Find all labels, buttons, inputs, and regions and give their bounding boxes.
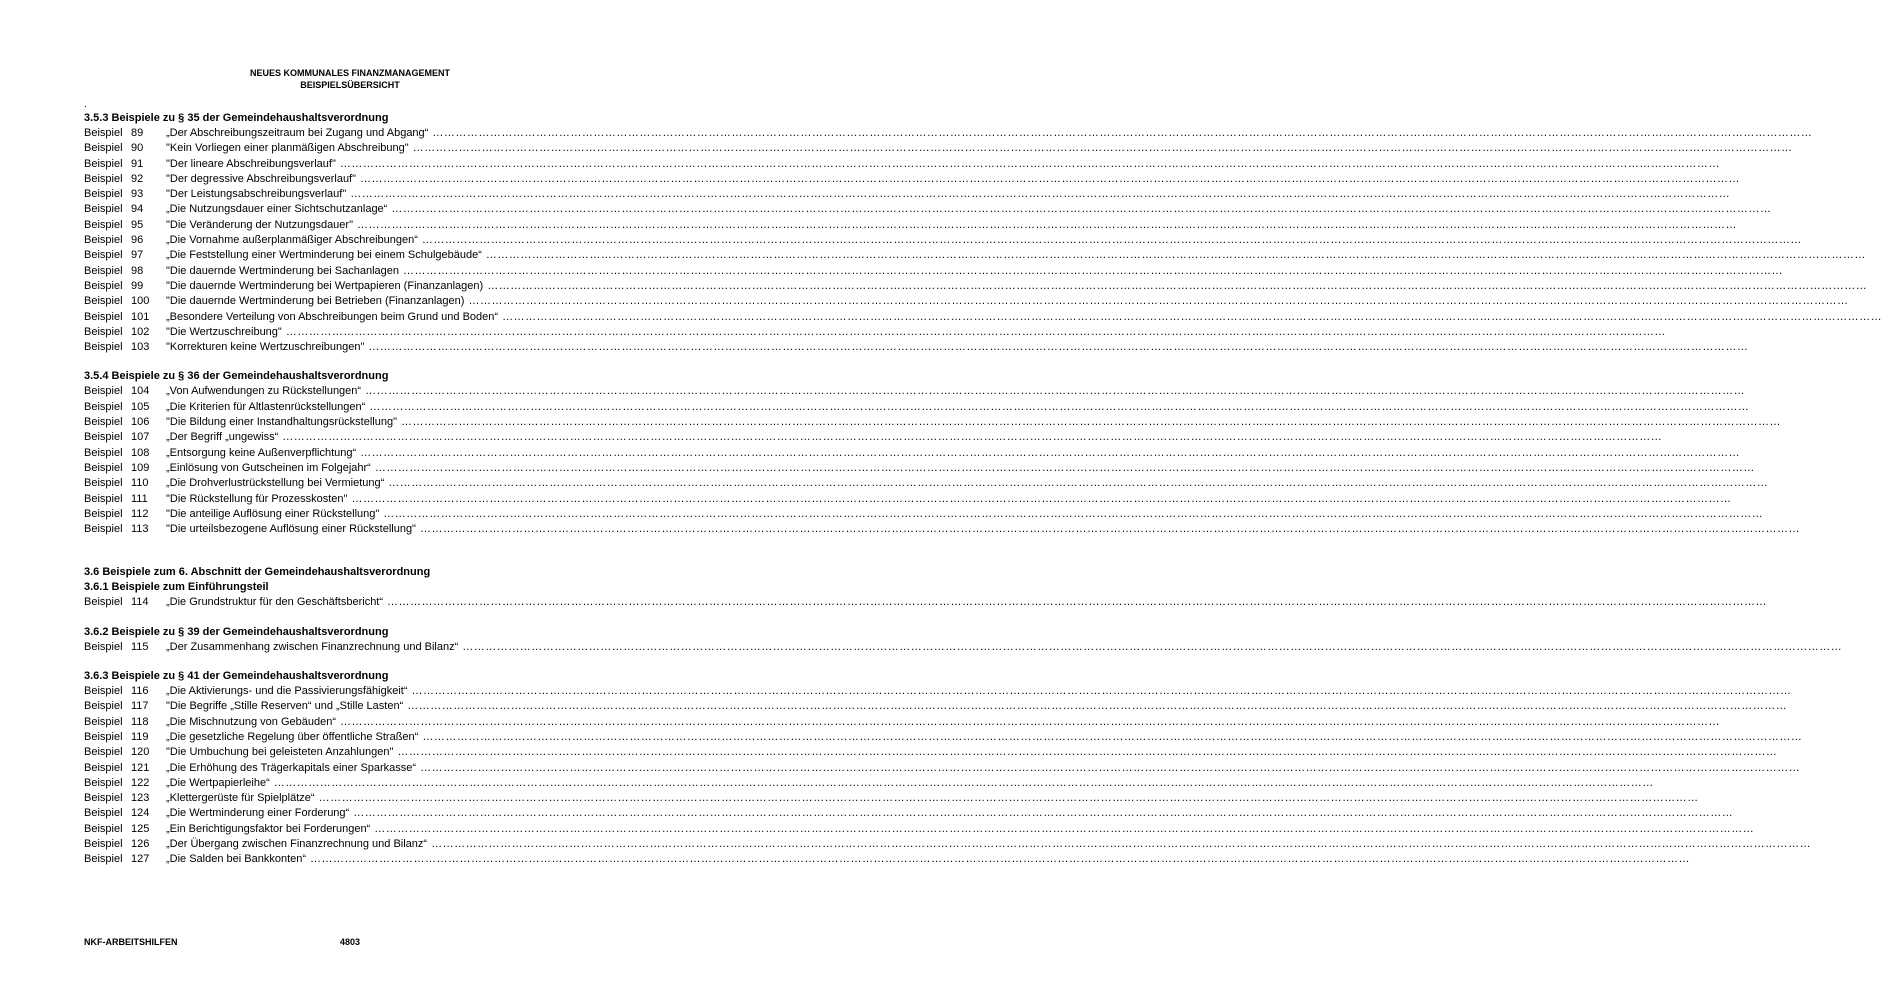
leader-dots: ………………………………………………………………………………………………………………………………………………………………………………………………………………………………………………………………………………………………………………………………: [388, 477, 1769, 490]
example-number: 127: [131, 853, 150, 866]
leader-dots: ………………………………………………………………………………………………………………………………………………………………………………………………………………………………………………………………………………………………………………………………: [273, 776, 1654, 789]
example-label: Beispiel: [84, 188, 123, 201]
leader-dots: ………………………………………………………………………………………………………………………………………………………………………………………………………………………………………………………………………………………………………………………………: [351, 492, 1732, 505]
leader-dots: ………………………………………………………………………………………………………………………………………………………………………………………………………………………………………………………………………………………………………………………………: [487, 279, 1868, 292]
section: [84, 111, 1882, 355]
leader-dots: ………………………………………………………………………………………………………………………………………………………………………………………………………………………………………………………………………………………………………………………………: [468, 295, 1849, 308]
example-number: 104: [131, 385, 150, 398]
example-number: 121: [131, 761, 150, 774]
example-number: 92: [131, 172, 144, 185]
example-title: „Die Wertminderung einer Forderung“: [166, 807, 350, 820]
example-title: „Klettergerüste für Spielplätze“: [166, 792, 315, 805]
leader-dots: ………………………………………………………………………………………………………………………………………………………………………………………………………………………………………………………………………………………………………………………………: [485, 249, 1866, 262]
section-heading: 3.6.1 Beispiele zum Einführungsteil: [84, 581, 269, 594]
example-title: „Die Vornahme außerplanmäßiger Abschreibungen“: [166, 234, 418, 247]
example-label: Beispiel: [84, 837, 123, 850]
example-row: [84, 476, 1769, 491]
example-number: 99: [131, 279, 144, 292]
leader-dots: ………………………………………………………………………………………………………………………………………………………………………………………………………………………………………………………………………………………………………………………………: [318, 792, 1699, 805]
example-row: [84, 218, 1737, 233]
example-row: [84, 325, 1666, 340]
leader-dots: ………………………………………………………………………………………………………………………………………………………………………………………………………………………………………………………………………………………………………………………………: [383, 507, 1764, 520]
example-label: Beispiel: [84, 640, 123, 653]
section-heading: 3.5.4 Beispiele zu § 36 der Gemeindehaushaltsverordnung: [84, 370, 389, 383]
leader-dots: ………………………………………………………………………………………………………………………………………………………………………………………………………………………………………………………………………………………………………………………………: [420, 761, 1801, 774]
example-title: „Die Mischnutzung von Gebäuden“: [166, 715, 336, 728]
example-number: 117: [131, 700, 149, 713]
example-row: [84, 172, 1741, 187]
section-heading: 3.6.2 Beispiele zu § 39 der Gemeindehaushaltsverordnung: [84, 625, 389, 638]
example-label: Beispiel: [84, 853, 123, 866]
leader-dots: ………………………………………………………………………………………………………………………………………………………………………………………………………………………………………………………………………………………………………………………………: [282, 431, 1663, 444]
example-number: 120: [131, 746, 150, 759]
leader-dots: ………………………………………………………………………………………………………………………………………………………………………………………………………………………………………………………………………………………………………………………………: [374, 461, 1755, 474]
leader-dots: ………………………………………………………………………………………………………………………………………………………………………………………………………………………………………………………………………………………………………………………………: [502, 310, 1882, 323]
example-title: „Der Übergang zwischen Finanzrechnung und Bilanz“: [166, 837, 428, 850]
leader-dots: ………………………………………………………………………………………………………………………………………………………………………………………………………………………………………………………………………………………………………………………………: [350, 188, 1731, 201]
example-number: 90: [131, 142, 144, 155]
example-row: [84, 141, 1793, 156]
example-number: 110: [131, 477, 149, 490]
example-label: Beispiel: [84, 492, 123, 505]
example-row: [84, 730, 1803, 745]
example-number: 119: [131, 730, 149, 743]
example-title: „Die Kriterien für Altlastenrückstellungen“: [166, 400, 366, 413]
example-title: „Die gesetzliche Regelung über öffentliche Straßen“: [166, 730, 419, 743]
example-title: "Der Leistungsabschreibungsverlauf": [166, 188, 347, 201]
example-number: 108: [131, 446, 150, 459]
example-label: Beispiel: [84, 218, 123, 231]
example-number: 125: [131, 822, 150, 835]
example-label: Beispiel: [84, 234, 123, 247]
example-row: [84, 294, 1849, 309]
example-label: Beispiel: [84, 523, 123, 536]
header-title: NEUES KOMMUNALES FINANZMANAGEMENT: [250, 68, 450, 78]
leader-dots: ………………………………………………………………………………………………………………………………………………………………………………………………………………………………………………………………………………………………………………………………: [353, 807, 1734, 820]
example-label: Beispiel: [84, 203, 123, 216]
section: [84, 669, 1812, 868]
example-number: 97: [131, 249, 144, 262]
example-label: Beispiel: [84, 249, 123, 262]
example-row: [84, 384, 1746, 399]
example-row: [84, 248, 1866, 263]
example-label: Beispiel: [84, 310, 123, 323]
leader-dots: ………………………………………………………………………………………………………………………………………………………………………………………………………………………………………………………………………………………………………………………………: [374, 822, 1755, 835]
example-title: „Der Zusammenhang zwischen Finanzrechnung und Bilanz“: [166, 640, 459, 653]
example-row: [84, 126, 1813, 141]
section-heading: 3.5.3 Beispiele zu § 35 der Gemeindehaushaltsverordnung: [84, 112, 389, 124]
example-row: [84, 279, 1868, 294]
example-title: "Die Bildung einer Instandhaltungsrückstellung": [166, 416, 398, 429]
example-title: „Die Grundstruktur für den Geschäftsbericht“: [166, 596, 384, 609]
example-title: „Die Salden bei Bankkonten“: [166, 853, 307, 866]
example-number: 116: [131, 685, 149, 698]
example-label: Beispiel: [84, 700, 123, 713]
header-subtitle: BEISPIELSÜBERSICHT: [300, 80, 400, 90]
example-row: [84, 157, 1720, 172]
example-label: Beispiel: [84, 400, 123, 413]
example-row: [84, 430, 1663, 445]
example-number: 91: [131, 157, 144, 170]
leader-dots: ………………………………………………………………………………………………………………………………………………………………………………………………………………………………………………………………………………………………………………………………: [391, 203, 1772, 216]
example-row: [84, 745, 1778, 760]
leader-dots: ………………………………………………………………………………………………………………………………………………………………………………………………………………………………………………………………………………………………………………………………: [387, 596, 1768, 609]
example-number: 105: [131, 400, 150, 413]
example-label: Beispiel: [84, 761, 123, 774]
example-title: „Der Begriff „ungewiss“: [166, 431, 279, 444]
leader-dots: ………………………………………………………………………………………………………………………………………………………………………………………………………………………………………………………………………………………………………………………………: [339, 157, 1720, 170]
example-label: Beispiel: [84, 477, 123, 490]
example-row: [84, 837, 1812, 852]
leader-dots: ………………………………………………………………………………………………………………………………………………………………………………………………………………………………………………………………………………………………………………………………: [432, 127, 1813, 139]
example-number: 114: [131, 596, 149, 609]
example-number: 89: [131, 127, 144, 139]
example-title: "Die dauernde Wertminderung bei Sachanlagen: [166, 264, 400, 277]
leader-dots: ………………………………………………………………………………………………………………………………………………………………………………………………………………………………………………………………………………………………………………………………: [360, 172, 1741, 185]
example-label: Beispiel: [84, 461, 123, 474]
example-label: Beispiel: [84, 142, 123, 155]
example-row: [84, 400, 1750, 415]
example-label: Beispiel: [84, 172, 123, 185]
leader-dots: ………………………………………………………………………………………………………………………………………………………………………………………………………………………………………………………………………………………………………………………………: [403, 264, 1784, 277]
leader-dots: ………………………………………………………………………………………………………………………………………………………………………………………………………………………………………………………………………………………………………………………………: [369, 400, 1750, 413]
example-row: [84, 715, 1720, 730]
leader-dots: ………………………………………………………………………………………………………………………………………………………………………………………………………………………………………………………………………………………………………………………………: [365, 385, 1746, 398]
example-label: Beispiel: [84, 776, 123, 789]
example-number: 115: [131, 640, 149, 653]
leader-dots: ………………………………………………………………………………………………………………………………………………………………………………………………………………………………………………………………………………………………………………………………: [397, 746, 1778, 759]
example-title: „Die Erhöhung des Trägerkapitals einer Sparkasse“: [166, 761, 417, 774]
example-number: 102: [131, 325, 150, 338]
example-number: 109: [131, 461, 150, 474]
example-row: [84, 264, 1784, 279]
leader-dots: ………………………………………………………………………………………………………………………………………………………………………………………………………………………………………………………………………………………………………………………………: [339, 715, 1720, 728]
example-row: [84, 761, 1801, 776]
example-row: [84, 415, 1782, 430]
example-row: [84, 640, 1843, 655]
example-number: 122: [131, 776, 150, 789]
example-title: "Der lineare Abschreibungsverlauf": [166, 157, 336, 170]
section-heading: 3.6 Beispiele zum 6. Abschnitt der Gemeindehaushaltsverordnung: [84, 566, 431, 579]
example-title: "Kein Vorliegen einer planmäßigen Abschreibung": [166, 142, 409, 155]
example-title: "Die Begriffe „Stille Reserven“ und „Stille Lasten“: [166, 700, 404, 713]
example-label: Beispiel: [84, 446, 123, 459]
example-number: 93: [131, 188, 144, 201]
leader-dots: ………………………………………………………………………………………………………………………………………………………………………………………………………………………………………………………………………………………………………………………………: [431, 837, 1812, 850]
example-title: "Die dauernde Wertminderung bei Wertpapieren (Finanzanlagen): [166, 279, 484, 292]
page-number: 4803: [340, 937, 361, 947]
example-number: 126: [131, 837, 150, 850]
page-header: [0, 67, 700, 91]
example-title: "Korrekturen keine Wertzuschreibungen": [166, 341, 365, 354]
example-title: "Die Umbuchung bei geleisteten Anzahlungen": [166, 746, 394, 759]
example-row: [84, 852, 1691, 867]
example-title: „Ein Berichtigungsfaktor bei Forderungen“: [166, 822, 371, 835]
leader-dots: ………………………………………………………………………………………………………………………………………………………………………………………………………………………………………………………………………………………………………………………………: [421, 234, 1802, 247]
example-row: [84, 310, 1882, 325]
example-row: [84, 340, 1749, 355]
example-row: [84, 822, 1755, 837]
section: [84, 625, 1843, 655]
example-label: Beispiel: [84, 341, 123, 354]
example-title: „Entsorgung keine Außenverpflichtung“: [166, 446, 357, 459]
example-number: 112: [131, 507, 149, 520]
example-label: Beispiel: [84, 807, 123, 820]
example-row: [84, 492, 1732, 507]
example-row: [84, 776, 1654, 791]
example-title: „Einlösung von Gutscheinen im Folgejahr“: [166, 461, 371, 474]
example-row: [84, 699, 1788, 714]
section: [84, 369, 1800, 537]
example-title: „Der Abschreibungszeitraum bei Zugang und Abgang“: [166, 127, 429, 139]
example-label: Beispiel: [84, 822, 123, 835]
example-number: 113: [131, 523, 149, 536]
leader-dots: ………………………………………………………………………………………………………………………………………………………………………………………………………………………………………………………………………………………………………………………………: [310, 853, 1691, 866]
example-title: "Die Wertzuschreibung": [166, 325, 282, 338]
example-row: [84, 595, 1768, 610]
example-label: Beispiel: [84, 416, 123, 429]
leader-dots: ………………………………………………………………………………………………………………………………………………………………………………………………………………………………………………………………………………………………………………………………: [422, 730, 1803, 743]
example-number: 94: [131, 203, 144, 216]
example-row: [84, 791, 1699, 806]
footer-label: NKF-ARBEITSHILFEN: [84, 937, 178, 947]
example-label: Beispiel: [84, 295, 123, 308]
example-number: 96: [131, 234, 144, 247]
leader-dots: ………………………………………………………………………………………………………………………………………………………………………………………………………………………………………………………………………………………………………………………………: [368, 341, 1749, 354]
example-title: "Die urteilsbezogene Auflösung einer Rückstellung": [166, 523, 416, 536]
section-heading: 3.6.3 Beispiele zu § 41 der Gemeindehaushaltsverordnung: [84, 670, 389, 683]
example-title: „Die Feststellung einer Wertminderung bei einem Schulgebäude“: [166, 249, 482, 262]
example-number: 101: [131, 310, 150, 323]
example-label: Beispiel: [84, 157, 123, 170]
leader-dots: ………………………………………………………………………………………………………………………………………………………………………………………………………………………………………………………………………………………………………………………………: [419, 523, 1800, 536]
example-label: Beispiel: [84, 264, 123, 277]
example-number: 124: [131, 807, 150, 820]
example-label: Beispiel: [84, 715, 123, 728]
leader-dots: ………………………………………………………………………………………………………………………………………………………………………………………………………………………………………………………………………………………………………………………………: [360, 446, 1741, 459]
example-title: „Von Aufwendungen zu Rückstellungen“: [166, 385, 362, 398]
example-title: "Die anteilige Auflösung einer Rückstellung": [166, 507, 380, 520]
example-title: „Die Drohverlustrückstellung bei Vermietung“: [166, 477, 385, 490]
example-title: "Die Veränderung der Nutzungsdauer": [166, 218, 353, 231]
example-label: Beispiel: [84, 596, 123, 609]
section: [84, 580, 1768, 610]
example-number: 100: [131, 295, 150, 308]
stray-mark: .: [84, 99, 87, 110]
example-label: Beispiel: [84, 127, 123, 139]
example-number: 123: [131, 792, 150, 805]
example-label: Beispiel: [84, 431, 123, 444]
example-title: „Die Wertpapierleihe“: [166, 776, 270, 789]
example-label: Beispiel: [84, 685, 123, 698]
example-label: Beispiel: [84, 325, 123, 338]
example-label: Beispiel: [84, 385, 123, 398]
example-label: Beispiel: [84, 746, 123, 759]
example-title: „Die Aktivierungs- und die Passivierungsfähigkeit“: [166, 685, 408, 698]
example-label: Beispiel: [84, 507, 123, 520]
example-row: [84, 522, 1800, 537]
example-row: [84, 187, 1731, 202]
leader-dots: ………………………………………………………………………………………………………………………………………………………………………………………………………………………………………………………………………………………………………………………………: [411, 685, 1792, 698]
leader-dots: ………………………………………………………………………………………………………………………………………………………………………………………………………………………………………………………………………………………………………………………………: [407, 700, 1788, 713]
example-row: [84, 507, 1764, 522]
example-label: Beispiel: [84, 730, 123, 743]
example-number: 107: [131, 431, 150, 444]
example-index: [84, 111, 1882, 882]
example-number: 103: [131, 341, 150, 354]
section: [84, 565, 619, 580]
example-title: "Die Rückstellung für Prozesskosten": [166, 492, 348, 505]
example-number: 98: [131, 264, 144, 277]
example-number: 106: [131, 416, 150, 429]
example-row: [84, 233, 1802, 248]
example-row: [84, 806, 1734, 821]
example-title: „Die Nutzungsdauer einer Sichtschutzanlage“: [166, 203, 388, 216]
example-row: [84, 202, 1772, 217]
leader-dots: ………………………………………………………………………………………………………………………………………………………………………………………………………………………………………………………………………………………………………………………………: [401, 416, 1782, 429]
example-title: „Besondere Verteilung von Abschreibungen beim Grund und Boden“: [166, 310, 499, 323]
example-row: [84, 446, 1741, 461]
example-row: [84, 684, 1792, 699]
example-number: 118: [131, 715, 149, 728]
example-row: [84, 461, 1755, 476]
leader-dots: ………………………………………………………………………………………………………………………………………………………………………………………………………………………………………………………………………………………………………………………………: [412, 142, 1793, 155]
example-number: 111: [131, 492, 148, 505]
example-title: "Die dauernde Wertminderung bei Betrieben (Finanzanlagen): [166, 295, 465, 308]
leader-dots: ………………………………………………………………………………………………………………………………………………………………………………………………………………………………………………………………………………………………………………………………: [356, 218, 1737, 231]
leader-dots: ………………………………………………………………………………………………………………………………………………………………………………………………………………………………………………………………………………………………………………………………: [285, 325, 1666, 338]
example-number: 95: [131, 218, 144, 231]
leader-dots: ………………………………………………………………………………………………………………………………………………………………………………………………………………………………………………………………………………………………………………………………: [462, 640, 1843, 653]
example-title: "Der degressive Abschreibungsverlauf": [166, 172, 357, 185]
example-label: Beispiel: [84, 792, 123, 805]
example-label: Beispiel: [84, 279, 123, 292]
